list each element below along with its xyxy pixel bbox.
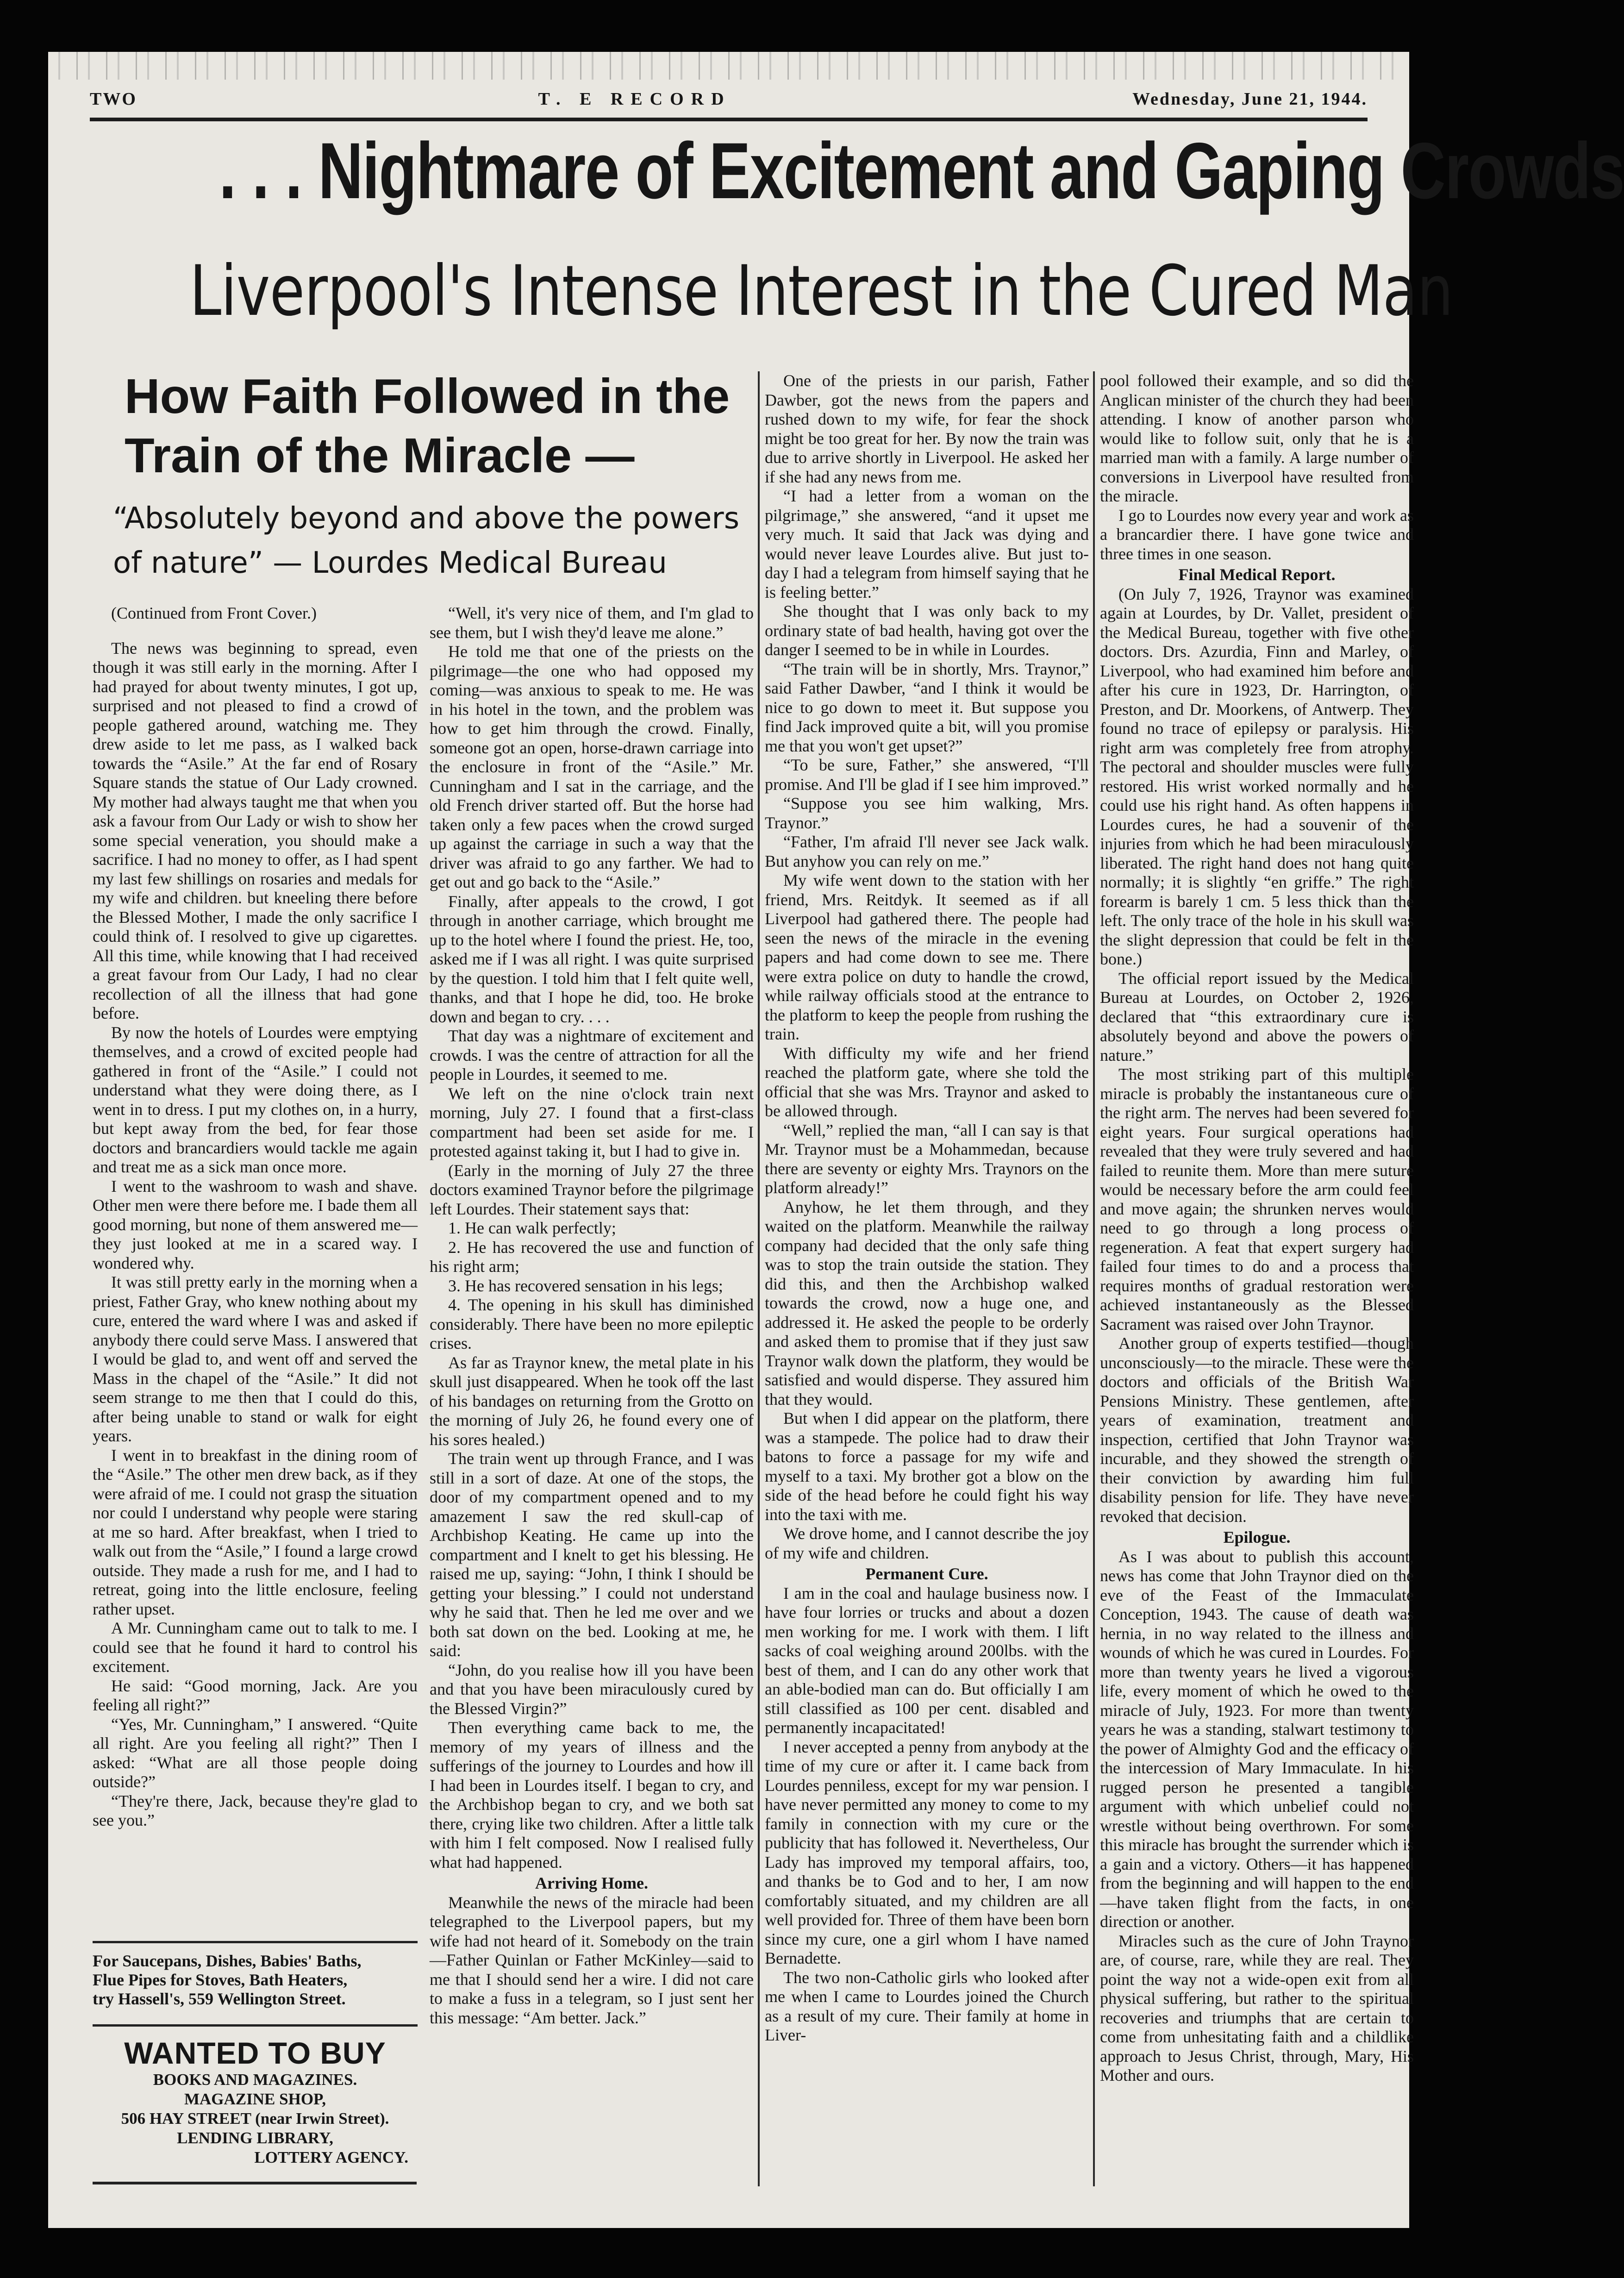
wanted-ad-title: WANTED TO BUY: [124, 2036, 386, 2070]
arriving-home-heading: Arriving Home.: [535, 1874, 648, 1892]
folio-line: [90, 81, 1368, 121]
column-rule: [1093, 371, 1095, 2186]
col4-paragraph: I go to Lourdes now every year and work as a brancardier there. I have gone twice and three times in one season.: [1100, 506, 1414, 563]
col4-paragraph: pool followed their example, and so did the Anglican minister of the church they had been attending. I know of another parson who would like to follow suit, only that he is a married man with a family. A large number of conversions in Liverpool have resulted from the miracle.: [1100, 371, 1414, 505]
column-4: [1100, 371, 1414, 2186]
col1-paragraph: “Yes, Mr. Cunningham,” I answered. “Quite all right. Are you feeling all right?” Then I asked: “What are all those people doing outside?”: [93, 1715, 418, 1791]
pull-quote: [113, 496, 784, 585]
col3-paragraph: She thought that I was only back to my ordinary state of bad health, having got over the danger I seemed to be in while in Lourdes.: [765, 602, 1089, 659]
col1-paragraph: By now the hotels of Lourdes were emptying themselves, and a crowd of excited people had gathered in front of the “Asile.” I could not understand what they were doing there, as I went in to dress. I put my clothes on, in a hurry, but kept away from the bed, for fear those doctors and brancardiers would tackle me again and treat me as a sick man once more.: [93, 1023, 418, 1176]
wanted-to-buy-advertisement: [93, 2024, 418, 2167]
col2-list-item: 2. He has recovered the use and function of his right arm;: [430, 1238, 754, 1276]
col3-paragraph: “To be sure, Father,” she answered, “I'll promise. And I'll be glad if I see him improved.”: [765, 756, 1089, 794]
col3-paragraph: “Well,” replied the man, “all I can say is that Mr. Traynor must be a Mohammedan, because there are seventy or eighty Mrs. Traynors on the platform already!”: [765, 1120, 1089, 1197]
col2-paragraph: “John, do you realise how ill you have been and that you have been miraculously cured by the Blessed Virgin?”: [430, 1660, 754, 1718]
col2-paragraph: The train went up through France, and I was still in a sort of daze. At one of the stops, the door of my compartment opened and to my amazement I saw the red skull-cap of Archbishop Keating. He came up into the compartment and I knelt to get his blessing. He raised me up, saying: “John, I think I should be getting your blessing.” I could not understand why he said that. Then he led me over and we both sat down on the bed. Looking at me, he said:: [430, 1449, 754, 1660]
page-number: TWO: [90, 89, 137, 109]
story-title: [125, 367, 773, 485]
col2-paragraph: That day was a nightmare of excitement and crowds. I was the centre of attraction for all the people in Lourdes, it seemed to me.: [430, 1026, 754, 1083]
col3-paragraph: I never accepted a penny from anybody at the time of my cure or after it. I came back from Lourdes penniless, except for my war pension. I have never permitted any money to come to my family in connection with my cure or the publicity that has followed it. Nevertheless, Our Lady has improved my temporal affairs, too, and thanks be to God and to her, I am now comfortably situated, and my children are all well provided for. Three of them have been born since my cure, one a girl whom I have named Bernadette.: [765, 1737, 1089, 1967]
final-medical-report-heading: Final Medical Report.: [1178, 565, 1336, 584]
col2-list-item: 4. The opening in his skull has diminished considerably. There have been no more epileptic crises.: [430, 1295, 754, 1352]
col1-paragraph: A Mr. Cunningham came out to talk to me. I could see that he found it hard to control his excitement.: [93, 1619, 418, 1676]
wanted-ad-line-5: LOTTERY AGENCY.: [254, 2148, 408, 2166]
continued-note: (Continued from Front Cover.): [111, 604, 317, 622]
col3-paragraph: But when I did appear on the platform, there was a stampede. The police had to draw their batons to force a passage for my wife and myself to a taxi. My brother got a blow on the side of the head before he could fight his way into the taxi with me.: [765, 1409, 1089, 1524]
col3-paragraph: With difficulty my wife and her friend reached the platform gate, where she told the official that she was Mrs. Traynor and asked to be allowed through.: [765, 1044, 1089, 1120]
permanent-cure-heading: Permanent Cure.: [865, 1565, 988, 1583]
col4-paragraph: As I was about to publish this account, news has come that John Traynor died on the eve of the Feast of the Immaculate Conception, 1943. The cause of death was hernia, in no way related to the illness and wounds of which he was cured in Lourdes. For more than twenty years he lived a vigorous life, every moment of which he owed to the miracle of July, 1923. For more than twenty years he was a standing, stalwart testimony to the power of Almighty God and the efficacy of the intercession of Mary Immaculate. In his rugged person he presented a tangible argument with which unbelief could not wrestle without being overthrown. For some this miracle has brought the surrender which is a gain and a victory. Others—it has happened from the beginning and will happen to the end—have taken flight from the facts, in one direction or another.: [1100, 1547, 1414, 1931]
col3-paragraph: “Suppose you see him walking, Mrs. Traynor.”: [765, 794, 1089, 832]
column-3: [765, 371, 1089, 2186]
col2-list-item: 3. He has recovered sensation in his legs;: [448, 1276, 723, 1295]
hassell-ad-line-2: Flue Pipes for Stoves, Bath Heaters,: [93, 1971, 348, 1989]
col3-paragraph: “Father, I'm afraid I'll never see Jack walk. But anyhow you can rely on me.”: [765, 832, 1089, 870]
pull-quote-line-2: of nature” — Lourdes Medical Bureau: [113, 546, 667, 580]
col4-paragraph: (On July 7, 1926, Traynor was examined again at Lourdes, by Dr. Vallet, president of the Medical Bureau, together with five other doctors. Drs. Azurdia, Finn and Marley, of Liverpool, who had examined him before and after his cure in 1923, Dr. Harrington, of Preston, and Dr. Moorkens, of Antwerp. They found no trace of epilepsy or paralysis. His right arm was completely free from atrophy. The pectoral and shoulder muscles were fully restored. His wrist worked normally and he could use his right hand. As often happens in Lourdes cures, he had a souvenir of the injuries from which he had been miraculously liberated. The right hand does not hang quite normally; it is slightly “en griffe.” The right forearm is barely 1 cm. 5 less thick than the left. The only trace of the hole in his skull was the slight depression that could be felt in the bone.): [1100, 584, 1414, 968]
issue-date: Wednesday, June 21, 1944.: [1132, 89, 1368, 109]
wanted-ad-line-2: MAGAZINE SHOP,: [184, 2090, 326, 2108]
sub-headline: Liverpool's Intense Interest in the Cured Man: [189, 251, 1453, 332]
story-title-line-2: Train of the Miracle —: [125, 428, 635, 483]
col2-paragraph: As far as Traynor knew, the metal plate in his skull just disappeared. When he took off the last of his bandages on returning from the Grotto on the morning of July 26, he found every one of his sores healed.): [430, 1353, 754, 1449]
col2-paragraph: He told me that one of the priests on the pilgrimage—the one who had opposed my coming—was anxious to speak to me. He was in his hotel in the town, and the problem was how to get him through the crowd. Finally, someone got an open, horse-drawn carriage into the enclosure in front of the “Asile.” Mr. Cunningham and I sat in the carriage, and the old French driver started off. But the horse had taken only a few paces when the crowd surged up against the carriage in such a way that the driver was afraid to go any farther. We had to get out and go back to the “Asile.”: [430, 642, 754, 891]
col3-paragraph: One of the priests in our parish, Father Dawber, got the news from the papers and rushed down to my wife, for fear the shock might be too great for her. By now the train was due to arrive shortly in Liverpool. He asked her if she had any news from me.: [765, 371, 1089, 486]
col3-paragraph: I am in the coal and haulage business now. I have four lorries or trucks and about a dozen men working for me. I work with them. I lift sacks of coal weighing around 200lbs. with the best of them, and I can do any other work that an able-bodied man can do. But officially I am still classified as 100 per cent. disabled and permanently incapacitated!: [765, 1583, 1089, 1737]
col2-paragraph: Meanwhile the news of the miracle had been telegraphed to the Liverpool papers, but my wife had not heard of it. Somebody on the train—Father Quinlan or Father McKinley—said to me that I should send her a wire. I did not care to make a fuss in a telegram, so I just sent her this message: “Am better. Jack.”: [430, 1893, 754, 2027]
col3-paragraph: Anyhow, he let them through, and they waited on the platform. Meanwhile the railway company had decided that the only safe thing was to stop the train outside the station. They did this, and then the Archbishop walked towards the crowd, now a huge one, and addressed it. He asked the people to be orderly and asked them to promise that if they just saw Traynor walk down the platform, they would be satisfied and would disperse. They assured him that they would.: [765, 1197, 1089, 1408]
col1-paragraph: I went to the washroom to wash and shave. Other men were there before me. I bade them all good morning, but none of them answered me—they just looked at me in a scared way. I wondered why.: [93, 1177, 418, 1272]
col3-paragraph: “The train will be in shortly, Mrs. Traynor,” said Father Dawber, “and I think it would be nice to go down to meet it. But suppose you find Jack improved quite a bit, will you promise me that you won't get upset?”: [765, 659, 1089, 755]
main-headline: . . . Nightmare of Excitement and Gaping Crowds: [219, 126, 1624, 215]
col3-paragraph: My wife went down to the station with her friend, Mrs. Reitdyk. It seemed as if all Liverpool had gathered there. The people had seen the news of the miracle in the evening papers and had come down to see me. There were extra police on duty to handle the crowd, while railway officials stood at the entrance to the platform to keep the people from rushing the train.: [765, 871, 1089, 1043]
col2-paragraph: “Well, it's very nice of them, and I'm glad to see them, but I wish they'd leave me alone.”: [430, 604, 754, 642]
wanted-ad-line-1: BOOKS AND MAGAZINES.: [153, 2071, 357, 2089]
epilogue-heading: Epilogue.: [1223, 1528, 1291, 1546]
newspaper-page: [48, 52, 1624, 2228]
hassell-ad-line-1: For Saucepans, Dishes, Babies' Baths,: [93, 1952, 362, 1970]
col1-paragraph: I went in to breakfast in the dining room of the “Asile.” The other men drew back, as if they were afraid of me. I could not grasp the situation nor could I understand why people were staring at me so hard. After breakfast, when I tried to walk out from the “Asile,” I found a large crowd outside. They made a rush for me, and I had to retreat, going into the little enclosure, feeling rather upset.: [93, 1446, 418, 1618]
wanted-ad-line-3: 506 HAY STREET (near Irwin Street).: [121, 2109, 389, 2128]
page-top-edge: [48, 52, 1409, 80]
col4-paragraph: Another group of experts testified—though unconsciously—to the miracle. These were the doctors and officials of the British War Pensions Ministry. These gentlemen, after years of examination, treatment and inspection, certified that John Traynor was incurable, and they showed the strength of their conviction by awarding him full disability pension for life. They have never revoked that decision.: [1100, 1334, 1414, 1526]
col3-paragraph: We drove home, and I cannot describe the joy of my wife and children.: [765, 1524, 1089, 1562]
pull-quote-line-1: “Absolutely beyond and above the powers: [113, 501, 740, 536]
col2-paragraph: Finally, after appeals to the crowd, I got through in another carriage, which brought me up to the hotel where I found the priest. He, too, asked me if I was all right. I was quite surprised by the question. I told him that I felt quite well, thanks, and that I hope he did, too. He broke down and began to cry. . . .: [430, 892, 754, 1026]
col3-paragraph: The two non-Catholic girls who looked after me when I came to Lourdes joined the Church as a result of my cure. Their family at home in Liver-: [765, 1968, 1089, 2044]
col2-list-item: 1. He can walk perfectly;: [448, 1219, 616, 1237]
col2-paragraph: We left on the nine o'clock train next morning, July 27. I found that a first-class compartment had been set aside for me. I protested against taking it, but I had to give in.: [430, 1084, 754, 1160]
column-1: [93, 604, 418, 1928]
col2-paragraph: Then everything came back to me, the memory of my years of illness and the sufferings of the journey to Lourdes and how ill I had been in Lourdes itself. I began to cry, and the Archbishop began to cry, and we both sat there, crying like two children. After a little talk with him I felt composed. Now I realised fully what had happened.: [430, 1718, 754, 1871]
newspaper-name: T. E RECORD: [538, 89, 731, 109]
hassell-ad-line-3: try Hassell's, 559 Wellington Street.: [93, 1990, 346, 2008]
story-title-line-1: How Faith Followed in the: [125, 369, 730, 424]
col1-paragraph: He said: “Good morning, Jack. Are you feeling all right?”: [93, 1676, 418, 1714]
column-2: [430, 604, 754, 2187]
col1-paragraph: It was still pretty early in the morning when a priest, Father Gray, who knew nothing about my cure, entered the ward where I was and asked if anybody there could serve Mass. I answered that I would be glad to, and went off and served the Mass in the chapel of the “Asile.” It did not seem strange to me then that I could do this, after being unable to stand or walk for eight years.: [93, 1273, 418, 1445]
col4-paragraph: Miracles such as the cure of John Traynor are, of course, rare, while they are real. They point the way not a wide-open exit from all physical suffering, but rather to the spiritual recoveries and triumphs that are certain to come from unhesitating faith and a childlike approach to Jesus Christ, through, Mary, His Mother and ours.: [1100, 1931, 1414, 2084]
ad-bottom-rule: [93, 2182, 417, 2184]
col4-paragraph: The official report issued by the Medical Bureau at Lourdes, on October 2, 1926, declared that “this extraordinary cure is absolutely beyond and above the powers of nature.”: [1100, 969, 1414, 1064]
col4-paragraph: The most striking part of this multiple miracle is probably the instantaneous cure of the right arm. The nerves had been severed for eight years. Four surgical operations had revealed that they were truly severed and had failed to reunite them. More than mere suture would be necessary before the arm could feel and move again; the shrunken nerves would need to go through a long process of regeneration. A feat that expert surgery had failed four times to do and a process that requires months of gradual restoration were achieved instantaneously as the Blessed Sacrament was raised over John Traynor.: [1100, 1065, 1414, 1333]
col1-paragraph: The news was beginning to spread, even though it was still early in the morning. After I had prayed for about twenty minutes, I got up, surprised and not pleased to find a crowd of people gathered around, watching me. They drew aside to let me pass, as I walked back towards the “Asile.” At the far end of Rosary Square stands the statue of Our Lady crowned. My mother had always taught me that when you ask a favour from Our Lady or wish to show her some special veneration, you should make a sacrifice. I had no money to offer, as I had spent my last few shillings on rosaries and medals for my wife and children. but kneeling there before the Blessed Mother, I made the only sacrifice I could think of. I resolved to give up cigarettes. All this time, while knowing that I had received a great favour from Our Lady, I had no clear recollection of all the illness that had gone before.: [93, 638, 418, 1022]
col1-paragraph: “They're there, Jack, because they're glad to see you.”: [93, 1791, 418, 1829]
hassell-advertisement: [93, 1941, 418, 2009]
wanted-ad-line-4: LENDING LIBRARY,: [177, 2129, 333, 2147]
col3-paragraph: “I had a letter from a woman on the pilgrimage,” she answered, “and it upset me very much. It said that Jack was dying and would never leave Lourdes alive. But just to-day I had a telegram from himself saying that he is feeling better.”: [765, 487, 1089, 601]
column-rule: [758, 371, 760, 2186]
col2-paragraph: (Early in the morning of July 27 the three doctors examined Traynor before the pilgrimage left Lourdes. Their statement says that:: [430, 1161, 754, 1218]
